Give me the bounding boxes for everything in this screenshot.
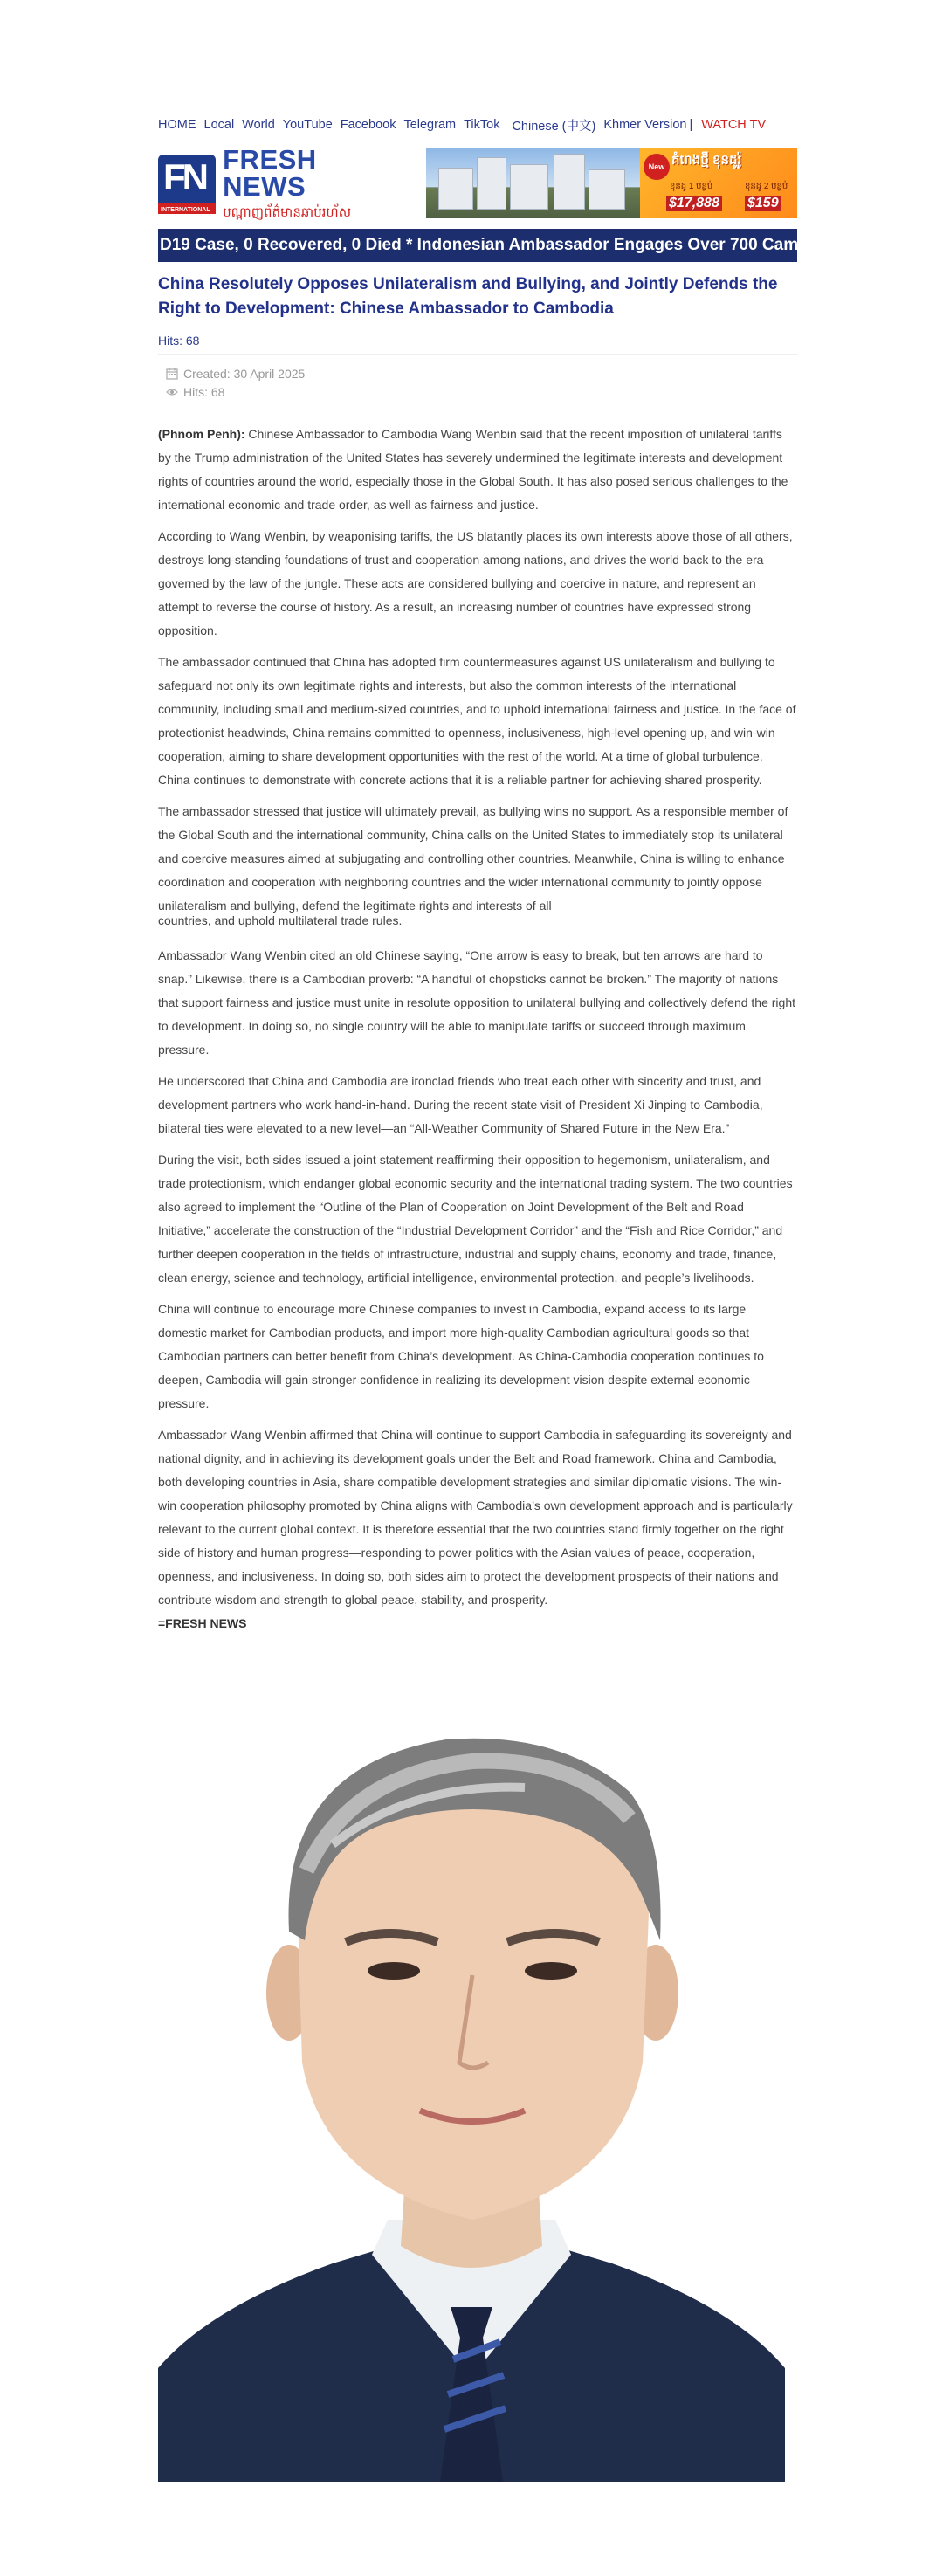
paragraph: The ambassador stressed that justice will ultimately prevail, as bullying wins no support. As a responsible member of the Global South and the international community, China calls on the United States to immediately stop its unilateral and coercive measures aimed at subjugating and controlling other countries. Meanwhile, China is willing to enhance coordination and cooperation with neighboring countries and the wider international community to jointly oppose unilateralism and bullying, defend the legitimate rights and interests of all [158, 804, 788, 913]
paragraph: According to Wang Wenbin, by weaponising tariffs, the US blatantly places its own interests above those of all others, destroys long-standing foundations of trust and cooperation among nations, and drives the world back to the era governed by the law of the jungle. These acts are considered bullying and coercive in nature, and represent an attempt to reverse the course of history. As a result, an increasing number of countries have expressed strong opposition. [158, 529, 793, 637]
site-logo[interactable] [158, 143, 403, 220]
paragraph: During the visit, both sides issued a joint statement reaffirming their opposition to hegemonism, unilateralism, and trade protectionism, which endanger global economic security and the international trading system. The two countries also agreed to implement the “Outline of the Plan of Cooperation on Joint Development of the Belt and Road Initiative,” accelerate the construction of the “Industrial Development Corridor” and the “Fish and Rice Corridor,” and further deepen cooperation in the fields of infrastructure, industrial and supply chains, economy and trade, finance, clean energy, science and technology, artificial intelligence, environmental protection, and people’s livelihoods. [158, 1153, 793, 1285]
nav-watch-tv[interactable]: WATCH TV [701, 118, 767, 132]
banner-building [589, 169, 625, 210]
created-date-text: Created: 30 April 2025 [183, 367, 306, 381]
signature: =FRESH NEWS [158, 1616, 247, 1630]
hits-count: Hits: 68 [158, 334, 200, 348]
created-date [166, 367, 305, 381]
divider [158, 354, 797, 355]
nav-home[interactable]: HOME [158, 118, 196, 132]
paragraph [158, 423, 797, 517]
nav-separator: | [689, 118, 693, 132]
eye-icon [166, 386, 178, 398]
nav-world[interactable]: World [242, 118, 275, 132]
promo-heading: គំរោងថ្មី ខុនដូរ៉ូ [671, 153, 742, 168]
paragraph: Ambassador Wang Wenbin affirmed that China will continue to support Cambodia in safeguarding its sovereignty and national dignity, and in achieving its development goals under the Belt and Road framework. China and Cambodia, both developing countries in Asia, share compatible development strategies and similar diplomatic visions. The win-win cooperation philosophy promoted by China aligns with Cambodia’s own development approach and is particularly relevant to the current global context. It is therefore essential that the two countries stand firmly together on the right side of history and human progress—responding to power politics with the Asian values of peace, cooperation, openness, and inclusiveness. In doing so, both sides aim to protect the development prospects of their nations and contribute wisdom and strength to global peace, stability, and prosperity. [158, 1428, 793, 1607]
banner-promo [640, 148, 797, 218]
logo-mark [158, 155, 216, 214]
promo-price: $17,888 [666, 196, 722, 211]
nav-facebook[interactable]: Facebook [340, 118, 396, 132]
article-title: China Resolutely Opposes Unilateralism and Bullying, and Jointly Defends the Right to Development: Chinese Ambassador to Cambodia [158, 275, 778, 318]
paragraph-continuation: countries, and uphold multilateral trade rules. [158, 913, 403, 927]
news-ticker[interactable]: D19 Case, 0 Recovered, 0 Died * Indonesian Ambassador Engages Over 700 Cambodian Student [158, 229, 797, 262]
logo-title: FRESH NEWS [223, 143, 317, 202]
hits-meta [166, 385, 224, 399]
paragraph: He underscored that China and Cambodia are ironclad friends who treat each other with sincerity and trust, and development partners who work hand-in-hand. During the recent state visit of President Xi Jinping to Cambodia, bilateral ties were elevated to a new level—an “All-Weather Community of Shared Future in the New Era.” [158, 1074, 763, 1135]
banner-building [477, 157, 506, 210]
dateline: (Phnom Penh): [158, 427, 245, 441]
paragraph: The ambassador continued that China has adopted firm countermeasures against US unilateralism and bullying to safeguard not only its own legitimate rights and interests, but also the common interests of the international community, including small and medium-sized countries, and to uphold international fairness and justice. In the face of protectionist headwinds, China remains committed to openness, inclusiveness, high-level opening up, and win-win cooperation, aiming to share development opportunities with the rest of the world. At a time of global turbulence, China continues to demonstrate with concrete actions that it is a reliable partner for achieving shared prosperity. [158, 655, 796, 787]
banner-building [510, 164, 548, 210]
logo-text [223, 143, 403, 224]
ambassador-photo [158, 1696, 785, 2482]
nav-chinese[interactable]: Chinese (中文) [512, 119, 596, 134]
banner-building [554, 154, 585, 210]
nav-tiktok[interactable]: TikTok [464, 118, 500, 132]
promo-price: $159 [745, 196, 781, 211]
logo-mark-sub: INTERNATIONAL [161, 207, 210, 213]
ad-banner[interactable] [426, 148, 797, 218]
paragraph: Ambassador Wang Wenbin cited an old Chinese saying, “One arrow is easy to break, but ten arrows are hard to snap.” Likewise, there is a Cambodian proverb: “A handful of chopsticks cannot be broken.” The majority of nations that support fairness and justice must unite in resolute opposition to unilateral bullying and collectively defend the right to development. In doing so, no single country will be able to manipulate tariffs or succeed through maximum pressure. [158, 948, 795, 1057]
nav-local[interactable]: Local [203, 118, 235, 132]
paragraph-text: Chinese Ambassador to Cambodia Wang Wenbin said that the recent imposition of unilateral tariffs by the Trump administration of the United States has severely undermined the legitimate interests and development rights of countries around the world, especially those in the Global South. It has also posed serious challenges to the international economic and trade order, as well as fairness and justice. [158, 427, 788, 512]
banner-building [438, 168, 473, 210]
promo-label: ខុនដូ 1 បន្ទប់ [670, 182, 713, 191]
calendar-icon [166, 368, 178, 380]
hits-meta-text: Hits: 68 [183, 385, 225, 399]
new-badge: New [644, 154, 670, 180]
nav-youtube[interactable]: YouTube [282, 118, 333, 132]
nav-telegram[interactable]: Telegram [403, 118, 457, 132]
site-header [158, 143, 797, 222]
article-body [158, 423, 797, 1636]
logo-tagline: បណ្ដាញព័ត៌មានឆាប់រហ័ស [223, 203, 351, 220]
top-nav [158, 114, 797, 136]
nav-khmer-version[interactable]: Khmer Version [603, 118, 687, 132]
paragraph: China will continue to encourage more Chinese companies to invest in Cambodia, expand access to its large domestic market for Cambodian products, and import more high-quality Cambodian agricultural goods so that Cambodian partners can better benefit from China’s development. As China-Cambodia cooperation continues to deepen, Cambodia will gain stronger confidence in realizing its development vision despite external economic pressure. [158, 1302, 764, 1410]
promo-label: ខុនដូ 2 បន្ទប់ [745, 182, 788, 191]
logo-mark-letters: FN [163, 156, 205, 197]
